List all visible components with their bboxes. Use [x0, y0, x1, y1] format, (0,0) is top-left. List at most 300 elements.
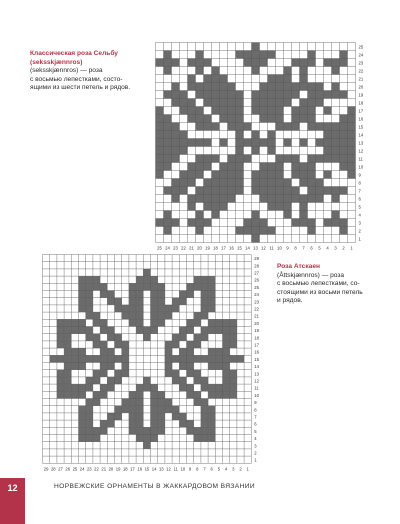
selbu-stitch	[300, 219, 308, 227]
selbu-row-label: 18	[358, 100, 364, 106]
attskaen-stitch	[165, 399, 172, 406]
selbu-stitch	[300, 163, 308, 171]
attskaen-stitch	[79, 420, 86, 427]
selbu-stitch	[308, 83, 316, 91]
selbu-stitch	[220, 107, 228, 115]
attskaen-stitch	[143, 269, 150, 276]
attskaen-stitch	[100, 427, 107, 434]
selbu-stitch	[228, 115, 236, 123]
attskaen-stitch	[93, 370, 100, 377]
attskaen-row-label: 3	[254, 443, 257, 449]
selbu-row-label: 19	[358, 92, 364, 98]
attskaen-stitch	[50, 355, 57, 362]
attskaen-stitch	[208, 384, 215, 391]
selbu-stitch	[188, 203, 196, 211]
selbu-stitch	[268, 107, 276, 115]
attskaen-col-label: 2	[239, 466, 242, 472]
attskaen-stitch	[201, 406, 208, 413]
attskaen-stitch	[194, 427, 201, 434]
selbu-stitch	[180, 131, 188, 139]
attskaen-stitch	[201, 355, 208, 362]
attskaen-stitch	[158, 291, 165, 298]
selbu-row-label: 10	[358, 164, 364, 170]
attskaen-stitch	[129, 298, 136, 305]
attskaen-stitch	[86, 276, 93, 283]
selbu-stitch	[300, 211, 308, 219]
selbu-stitch	[348, 147, 356, 155]
selbu-stitch	[252, 99, 260, 107]
selbu-stitch	[276, 107, 284, 115]
selbu-stitch	[268, 139, 276, 147]
selbu-stitch	[324, 219, 332, 227]
selbu-col-label: 12	[261, 245, 266, 251]
attskaen-stitch	[201, 298, 208, 305]
attskaen-stitch	[208, 291, 215, 298]
selbu-stitch	[260, 163, 268, 171]
attskaen-col-label: 26	[65, 466, 71, 472]
selbu-stitch	[204, 195, 212, 203]
selbu-stitch	[180, 107, 188, 115]
attskaen-row-label: 17	[254, 342, 259, 348]
selbu-col-label: 2	[342, 245, 345, 251]
attskaen-row-label: 28	[254, 263, 259, 269]
selbu-col-label: 16	[229, 245, 234, 251]
selbu-stitch	[196, 51, 204, 59]
caption-selbu-title: Классическая роза Сельбу	[30, 50, 118, 57]
selbu-stitch	[324, 91, 332, 99]
selbu-stitch	[252, 219, 260, 227]
attskaen-stitch	[172, 298, 179, 305]
attskaen-stitch	[86, 435, 93, 442]
attskaen-stitch	[93, 435, 100, 442]
attskaen-stitch	[86, 384, 93, 391]
attskaen-stitch	[215, 391, 222, 398]
selbu-col-label: 20	[197, 245, 202, 251]
attskaen-stitch	[187, 355, 194, 362]
selbu-stitch	[268, 179, 276, 187]
selbu-stitch	[308, 107, 316, 115]
selbu-stitch	[220, 139, 228, 147]
attskaen-col-label: 23	[86, 466, 92, 472]
attskaen-stitch	[136, 327, 143, 334]
selbu-stitch	[188, 219, 196, 227]
selbu-row-label: 6	[358, 196, 361, 202]
selbu-stitch	[332, 187, 340, 195]
selbu-stitch	[268, 83, 276, 91]
attskaen-stitch	[86, 406, 93, 413]
attskaen-stitch	[136, 283, 143, 290]
attskaen-stitch	[223, 384, 230, 391]
selbu-stitch	[300, 83, 308, 91]
attskaen-stitch	[64, 363, 71, 370]
selbu-stitch	[332, 147, 340, 155]
attskaen-stitch	[208, 276, 215, 283]
attskaen-stitch	[129, 291, 136, 298]
attskaen-stitch	[151, 399, 158, 406]
attskaen-row-label: 12	[254, 378, 259, 384]
attskaen-stitch	[136, 391, 143, 398]
selbu-stitch	[308, 219, 316, 227]
attskaen-rose-chart	[42, 254, 274, 472]
selbu-stitch	[212, 123, 220, 131]
selbu-stitch	[188, 171, 196, 179]
attskaen-stitch	[107, 348, 114, 355]
attskaen-stitch	[136, 406, 143, 413]
attskaen-stitch	[93, 377, 100, 384]
selbu-col-label: 6	[310, 245, 313, 251]
selbu-stitch	[188, 139, 196, 147]
attskaen-row-label: 22	[254, 306, 259, 312]
caption-attskaen-line-2: с восьмью лепестками, со-	[277, 280, 360, 288]
selbu-rose-chart	[155, 42, 387, 251]
selbu-stitch	[228, 123, 236, 131]
attskaen-stitch	[230, 391, 237, 398]
selbu-stitch	[276, 99, 284, 107]
selbu-stitch	[196, 123, 204, 131]
selbu-stitch	[324, 131, 332, 139]
attskaen-stitch	[107, 327, 114, 334]
attskaen-stitch	[165, 406, 172, 413]
attskaen-col-label: 4	[224, 466, 228, 472]
attskaen-stitch	[136, 291, 143, 298]
attskaen-stitch	[115, 334, 122, 341]
attskaen-stitch	[201, 399, 208, 406]
attskaen-stitch	[208, 435, 215, 442]
selbu-stitch	[268, 75, 276, 83]
attskaen-stitch	[179, 377, 186, 384]
selbu-stitch	[164, 187, 172, 195]
selbu-stitch	[260, 219, 268, 227]
attskaen-stitch	[223, 391, 230, 398]
selbu-stitch	[164, 163, 172, 171]
attskaen-stitch	[71, 348, 78, 355]
attskaen-row-label: 13	[254, 371, 259, 377]
attskaen-stitch	[129, 305, 136, 312]
attskaen-stitch	[151, 283, 158, 290]
attskaen-row-label: 5	[254, 428, 257, 434]
selbu-stitch	[212, 83, 220, 91]
attskaen-stitch	[79, 319, 86, 326]
selbu-stitch	[260, 51, 268, 59]
selbu-stitch	[284, 155, 292, 163]
caption-selbu-term: (seksskjænnros)	[30, 58, 83, 66]
selbu-stitch	[284, 211, 292, 219]
attskaen-stitch	[86, 355, 93, 362]
selbu-stitch	[220, 203, 228, 211]
selbu-stitch	[172, 123, 180, 131]
attskaen-stitch	[100, 355, 107, 362]
selbu-stitch	[284, 179, 292, 187]
selbu-stitch	[268, 91, 276, 99]
selbu-stitch	[236, 227, 244, 235]
attskaen-stitch	[165, 370, 172, 377]
selbu-stitch	[236, 131, 244, 139]
attskaen-stitch	[179, 413, 186, 420]
attskaen-stitch	[79, 283, 86, 290]
selbu-stitch	[268, 195, 276, 203]
attskaen-stitch	[107, 334, 114, 341]
selbu-row-label: 16	[358, 116, 364, 122]
attskaen-col-label: 27	[58, 466, 63, 472]
selbu-stitch	[284, 203, 292, 211]
selbu-stitch	[276, 171, 284, 179]
selbu-stitch	[204, 203, 212, 211]
selbu-row-label: 7	[358, 188, 361, 194]
caption-attskaen-title: Роза Атскаен	[277, 263, 320, 270]
selbu-stitch	[340, 131, 348, 139]
attskaen-stitch	[158, 283, 165, 290]
attskaen-stitch	[208, 406, 215, 413]
attskaen-stitch	[143, 384, 150, 391]
attskaen-stitch	[187, 427, 194, 434]
selbu-stitch	[284, 83, 292, 91]
selbu-stitch	[252, 171, 260, 179]
attskaen-stitch	[79, 384, 86, 391]
selbu-stitch	[316, 155, 324, 163]
attskaen-stitch	[71, 391, 78, 398]
attskaen-stitch	[93, 319, 100, 326]
selbu-stitch	[196, 139, 204, 147]
attskaen-stitch	[187, 341, 194, 348]
selbu-stitch	[204, 115, 212, 123]
selbu-stitch	[172, 139, 180, 147]
attskaen-stitch	[136, 305, 143, 312]
attskaen-stitch	[122, 312, 129, 319]
selbu-stitch	[260, 59, 268, 67]
attskaen-col-label: 19	[115, 466, 121, 472]
attskaen-stitch	[71, 319, 78, 326]
selbu-stitch	[204, 99, 212, 107]
attskaen-stitch	[215, 348, 222, 355]
selbu-stitch	[228, 155, 236, 163]
selbu-stitch	[212, 195, 220, 203]
selbu-stitch	[252, 179, 260, 187]
selbu-stitch	[212, 211, 220, 219]
selbu-stitch	[164, 139, 172, 147]
selbu-stitch	[292, 187, 300, 195]
attskaen-stitch	[79, 276, 86, 283]
attskaen-stitch	[64, 341, 71, 348]
selbu-col-label: 21	[189, 245, 194, 251]
selbu-stitch	[204, 187, 212, 195]
selbu-stitch	[276, 155, 284, 163]
attskaen-stitch	[230, 341, 237, 348]
selbu-stitch	[228, 99, 236, 107]
selbu-stitch	[284, 139, 292, 147]
attskaen-stitch	[151, 391, 158, 398]
selbu-stitch	[252, 211, 260, 219]
attskaen-col-label: 3	[232, 466, 235, 472]
attskaen-col-label: 24	[79, 466, 85, 472]
selbu-stitch	[236, 171, 244, 179]
attskaen-stitch	[208, 355, 215, 362]
attskaen-stitch	[223, 355, 230, 362]
selbu-stitch	[196, 155, 204, 163]
selbu-stitch	[156, 115, 164, 123]
selbu-stitch	[212, 187, 220, 195]
attskaen-stitch	[57, 355, 64, 362]
selbu-stitch	[276, 75, 284, 83]
attskaen-stitch	[208, 391, 215, 398]
attskaen-stitch	[93, 341, 100, 348]
selbu-stitch	[196, 107, 204, 115]
selbu-stitch	[164, 123, 172, 131]
selbu-stitch	[276, 115, 284, 123]
selbu-stitch	[332, 91, 340, 99]
attskaen-stitch	[208, 363, 215, 370]
selbu-stitch	[164, 115, 172, 123]
attskaen-stitch	[143, 427, 150, 434]
attskaen-col-label: 6	[210, 466, 213, 472]
attskaen-stitch	[172, 341, 179, 348]
attskaen-stitch	[187, 319, 194, 326]
selbu-stitch	[228, 187, 236, 195]
selbu-stitch	[268, 187, 276, 195]
selbu-col-label: 1	[350, 245, 353, 251]
selbu-stitch	[300, 59, 308, 67]
attskaen-stitch	[230, 327, 237, 334]
selbu-row-label: 5	[358, 204, 361, 210]
attskaen-stitch	[143, 442, 150, 449]
caption-selbu-rose	[30, 50, 152, 93]
selbu-stitch	[348, 155, 356, 163]
attskaen-row-label: 2	[254, 450, 257, 456]
attskaen-stitch	[136, 413, 143, 420]
attskaen-stitch	[179, 348, 186, 355]
selbu-stitch	[300, 203, 308, 211]
selbu-stitch	[332, 123, 340, 131]
attskaen-stitch	[215, 355, 222, 362]
selbu-stitch	[172, 91, 180, 99]
attskaen-stitch	[151, 312, 158, 319]
selbu-stitch	[156, 139, 164, 147]
selbu-row-label: 17	[358, 108, 364, 114]
selbu-stitch	[316, 123, 324, 131]
selbu-stitch	[332, 219, 340, 227]
selbu-row-label: 14	[358, 132, 364, 138]
attskaen-row-label: 21	[254, 313, 259, 319]
attskaen-stitch	[223, 363, 230, 370]
attskaen-stitch	[79, 327, 86, 334]
attskaen-stitch	[93, 399, 100, 406]
attskaen-stitch	[107, 377, 114, 384]
attskaen-stitch	[122, 305, 129, 312]
selbu-stitch	[212, 67, 220, 75]
attskaen-stitch	[100, 391, 107, 398]
attskaen-stitch	[57, 384, 64, 391]
attskaen-stitch	[208, 327, 215, 334]
attskaen-stitch	[165, 341, 172, 348]
attskaen-stitch	[107, 291, 114, 298]
attskaen-stitch	[129, 391, 136, 398]
attskaen-stitch	[201, 276, 208, 283]
selbu-stitch	[268, 203, 276, 211]
selbu-stitch	[284, 123, 292, 131]
attskaen-stitch	[151, 406, 158, 413]
selbu-row-label: 12	[358, 148, 364, 154]
selbu-stitch	[188, 99, 196, 107]
selbu-stitch	[324, 147, 332, 155]
selbu-stitch	[212, 171, 220, 179]
attskaen-stitch	[194, 334, 201, 341]
attskaen-stitch	[86, 377, 93, 384]
attskaen-stitch	[223, 327, 230, 334]
selbu-stitch	[348, 163, 356, 171]
selbu-stitch	[180, 99, 188, 107]
selbu-stitch	[172, 131, 180, 139]
attskaen-stitch	[194, 283, 201, 290]
selbu-col-label: 5	[318, 245, 321, 251]
attskaen-stitch	[122, 406, 129, 413]
attskaen-stitch	[143, 276, 150, 283]
selbu-stitch	[332, 139, 340, 147]
attskaen-col-label: 11	[173, 466, 178, 472]
attskaen-row-label: 8	[254, 407, 257, 413]
selbu-stitch	[212, 99, 220, 107]
selbu-stitch	[252, 51, 260, 59]
selbu-stitch	[156, 171, 164, 179]
selbu-stitch	[292, 155, 300, 163]
attskaen-col-label: 12	[166, 466, 171, 472]
attskaen-stitch	[122, 399, 129, 406]
selbu-stitch	[260, 187, 268, 195]
selbu-stitch	[156, 219, 164, 227]
selbu-stitch	[308, 195, 316, 203]
attskaen-row-label: 20	[254, 320, 259, 326]
attskaen-stitch	[129, 427, 136, 434]
selbu-stitch	[220, 179, 228, 187]
selbu-row-label: 8	[358, 180, 361, 186]
selbu-stitch	[252, 67, 260, 75]
attskaen-stitch	[79, 391, 86, 398]
attskaen-stitch	[64, 327, 71, 334]
selbu-stitch	[172, 147, 180, 155]
selbu-stitch	[156, 131, 164, 139]
selbu-stitch	[196, 227, 204, 235]
selbu-stitch	[236, 187, 244, 195]
attskaen-stitch	[86, 420, 93, 427]
attskaen-stitch	[208, 420, 215, 427]
attskaen-stitch	[158, 427, 165, 434]
attskaen-stitch	[223, 319, 230, 326]
attskaen-stitch	[100, 420, 107, 427]
attskaen-stitch	[122, 363, 129, 370]
selbu-stitch	[204, 155, 212, 163]
attskaen-stitch	[201, 312, 208, 319]
attskaen-stitch	[57, 391, 64, 398]
attskaen-stitch	[158, 406, 165, 413]
selbu-stitch	[284, 99, 292, 107]
attskaen-stitch	[179, 334, 186, 341]
selbu-row-label: 24	[358, 52, 364, 58]
selbu-stitch	[236, 139, 244, 147]
attskaen-row-label: 15	[254, 356, 259, 362]
attskaen-stitch	[136, 384, 143, 391]
selbu-stitch	[252, 227, 260, 235]
selbu-col-label: 8	[294, 245, 297, 251]
selbu-col-label: 17	[221, 245, 226, 251]
attskaen-stitch	[79, 363, 86, 370]
selbu-stitch	[260, 171, 268, 179]
selbu-stitch	[332, 131, 340, 139]
selbu-stitch	[188, 195, 196, 203]
selbu-stitch	[188, 75, 196, 83]
selbu-stitch	[252, 235, 260, 243]
selbu-stitch	[156, 107, 164, 115]
caption-attskaen-line-3: стоящими из восьми петель	[277, 288, 363, 296]
attskaen-stitch	[208, 283, 215, 290]
attskaen-stitch	[129, 283, 136, 290]
